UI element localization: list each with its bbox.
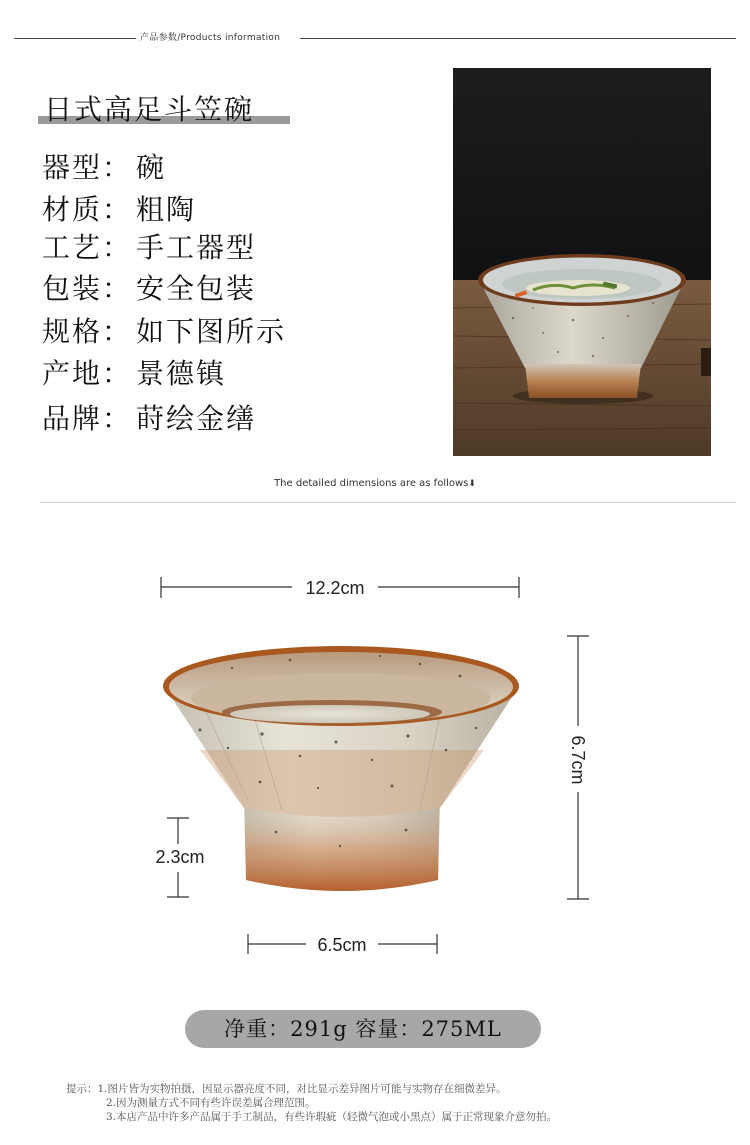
- spec-row-shape: [42, 146, 166, 186]
- dimension-top-width: [161, 577, 519, 598]
- spec-value: 安全包装: [136, 272, 257, 305]
- height-label: 6.7cm: [568, 735, 588, 785]
- note-text: 2.因为测量方式不同有些许误差属合理范围。: [106, 1097, 316, 1109]
- notes-prefix: 提示：: [66, 1083, 98, 1095]
- foot-height-label: 2.3cm: [155, 847, 205, 867]
- spec-key: 材质：: [42, 193, 133, 226]
- header-label: 产品参数/Products information: [140, 33, 281, 43]
- spec-key: 工艺：: [42, 231, 133, 264]
- spec-key: 规格：: [42, 315, 133, 348]
- dimension-diagram-svg: [0, 560, 750, 980]
- notes-block: [66, 1082, 557, 1124]
- dimension-height: [567, 636, 589, 899]
- product-photo: [453, 68, 711, 456]
- note-line-2: [66, 1096, 557, 1110]
- spec-value: 碗: [136, 151, 167, 184]
- spec-value: 莳绘金缮: [136, 402, 257, 435]
- product-photo-illustration: [453, 68, 711, 456]
- spec-row-material: [42, 188, 196, 228]
- spec-value: 粗陶: [136, 193, 197, 226]
- product-title: 日式高足斗笠碗: [44, 93, 255, 126]
- spec-value: 景德镇: [136, 357, 227, 390]
- spec-row-origin: [42, 352, 226, 392]
- note-text: 1.图片皆为实物拍摄，因显示器亮度不同，对比显示差异图片可能与实物存在细微差异。: [97, 1083, 507, 1095]
- dimensions-caption: [0, 478, 750, 489]
- header-rule-right: [300, 38, 736, 39]
- note-line-1: [66, 1082, 557, 1096]
- spec-row-craft: [42, 226, 256, 266]
- spec-key: 器型：: [42, 151, 133, 184]
- arrow-down-icon: ⬇: [468, 479, 476, 489]
- dimensions-caption-text: The detailed dimensions are as follows: [274, 478, 469, 489]
- spec-key: 包装：: [42, 272, 133, 305]
- header-rule-left: [14, 38, 136, 39]
- bowl-illustration: [163, 646, 519, 891]
- dimension-foot-height: [155, 818, 204, 897]
- product-title-block: [38, 88, 290, 124]
- spec-row-size: [42, 310, 286, 350]
- dimension-diagram: [0, 560, 750, 980]
- note-line-3: [66, 1110, 557, 1124]
- note-text: 3.本店产品中许多产品属于手工制品，有些许瑕疵（轻微气泡或小黑点）属于正常现象介意勿拍。: [106, 1111, 558, 1123]
- spec-key: 品牌：: [42, 402, 133, 435]
- dimension-foot-width: [248, 934, 437, 955]
- spec-row-brand: [42, 397, 256, 437]
- section-divider: [40, 502, 736, 503]
- weight-capacity-badge: 净重：291g 容量：275ML: [185, 1010, 541, 1048]
- top-width-label: 12.2cm: [305, 578, 365, 598]
- spec-value: 如下图所示: [136, 315, 287, 348]
- spec-row-packaging: [42, 267, 256, 307]
- foot-width-label: 6.5cm: [317, 935, 367, 955]
- spec-key: 产地：: [42, 357, 133, 390]
- spec-value: 手工器型: [136, 231, 257, 264]
